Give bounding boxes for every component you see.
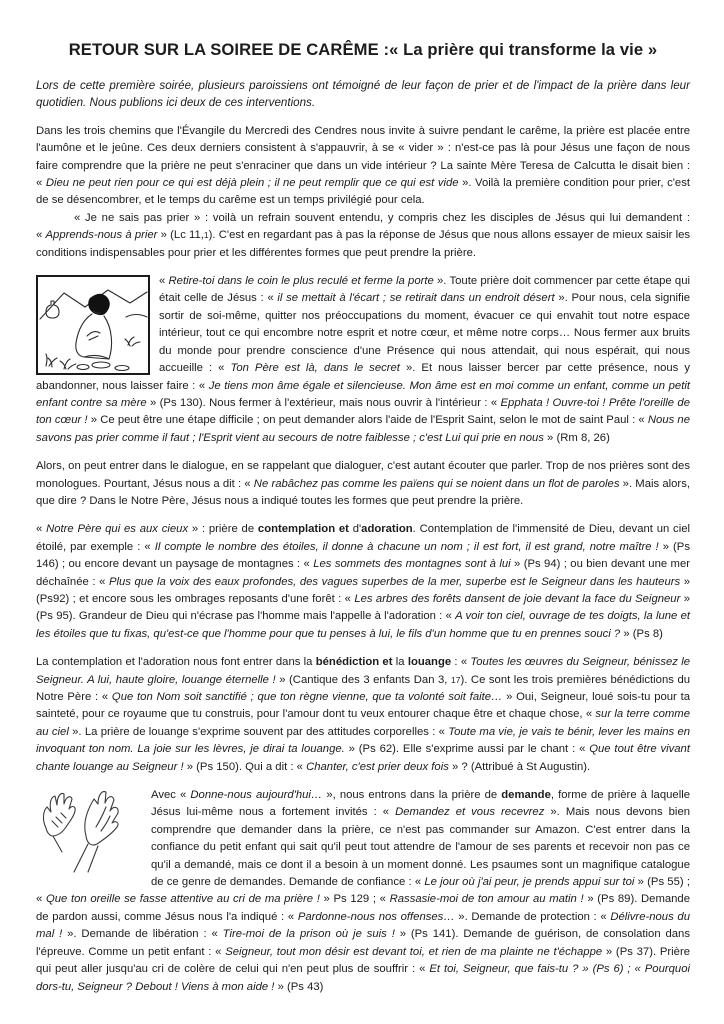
intro-paragraph: Lors de cette première soirée, plusieurs paroissiens ont témoigné de leur façon de prier et de l'impact de la prière dans leur quotidien. Nous publions ici deux de ces interventions. — [36, 79, 690, 110]
paragraph-trois-chemins: Dans les trois chemins que l'Évangile du Mercredi des Cendres nous invite à suivre pendant le carême, la prière est placée entre l'aumône et le jeûne. Ces deux derniers consistent à s'appauvrir, à se « vider » : n'est-ce pas là pour Jésus une façon de nous faire comprendre que la prière ne peut s'enraciner que dans un vide intérieur ? La sainte Mère Teresa de Calcutta le disait bien : « Dieu ne peut rien pour ce qui est déjà plein ; il ne peut remplir que ce qui est vide ». Voilà la première condition pour prier, c'est de se désencombrer, et le temps du carême est un temps privilégié pour cela. — [36, 124, 690, 207]
paragraph-notre-pere-contemplation: « Notre Père qui es aux cieux » : prière de contemplation et d'adoration. Contemplation de l'immensité de Dieu, devant un ciel étoilé, par exemple : « Il compte le nombre des étoiles, il donne à chacune un nom ; il est fort, il est grand, notre maître ! » (Ps 146) ; ou encore devant un paysage de montagnes : « Les sommets des montagnes sont à lui » (Ps 94) ; ou bien devant une mer déchaînée : « Plus que la voix des eaux profondes, des vagues superbes de la mer, superbe est le Seigneur dans les hauteurs » (Ps92) ; et encore sous les ombrages reposants d'une forêt : « Les arbres des forêts dansent de joie devant la face du Seigneur » (Ps 95). Grandeur de Dieu qui n'écrase pas l'homme mais l'appelle à l'adoration : « A voir ton ciel, ouvrage de tes doigts, la lune et les étoiles que tu fixas, qu'est-ce que l'homme pour que tu penses à lui, le fils d'un homme que tu en prennes souci ? » (Ps 8) — [36, 523, 691, 640]
paragraph-demande: Avec « Donne-nous aujourd'hui… », nous entrons dans la prière de demande, forme de prière à laquelle Jésus lui-même nous a fortement invités : « Demandez et vous recevrez ». Mais nous devons bien comprendre que demander dans la prière, ce n'est pas commander sur Amazon. C'est entrer dans la confiance du petit enfant qui sait qu'il peut tout attendre de l'amour de ses parents et recevoir non pas ce qu'il a demandé, mais ce dont il a besoin à un moment donné. Les psaumes sont un magnifique catalogue de ce genre de demandes. Demande de confiance : « Le jour où j'ai peur, je prends appui sur toi » (Ps 55) ; « Que ton oreille se fasse attentive au cri de ma prière ! » Ps 129 ; « Rassasie-moi de ton amour au matin ! » (Ps 89). Demande de pardon aussi, comme Jésus nous l'a indiqué : « Pardonne-nous nos offenses… ». Demande de protection : « Délivre-nous du mal ! ». Demande de libération : « Tire-moi de la prison où je suis ! » (Ps 141). Demande de guérison, de consolation dans l'épreuve. Comme un petit enfant : « Seigneur, tout mon désir est devant toi, et rien de ma plainte ne t'échappe » (Ps 37). Prière qui peut aller jusqu'au cri de colère de celui qui n'en peut plus de souffrir : « Et toi, Seigneur, que fais-tu ? » (Ps 6) ; « Pourquoi dors-tu, Seigneur ? Debout ! Viens à mon aide ! » (Ps 43) — [36, 789, 691, 993]
praying-figure-illustration — [36, 275, 150, 375]
page-title: RETOUR SUR LA SOIREE DE CARÊME :« La prière qui transforme la vie » — [68, 40, 658, 59]
paragraph-benediction-louange: La contemplation et l'adoration nous font entrer dans la bénédiction et la louange : « Toutes les œuvres du Seigneur, bénissez le Seigneur. A lui, haute gloire, louange éternelle ! » (Cantique des 3 enfants Dan 3, 17). Ce sont les trois premières bénédictions du Notre Père : « Que ton Nom soit sanctifié ; que ton règne vienne, que ta volonté soit faite… » Oui, Seigneur, loué sois-tu pour ta sainteté, pour ce royaume que tu construis, pour l'amour dont tu veux entourer chaque être et chaque chose, « sur la terre comme au ciel ». La prière de louange s'exprime souvent par des attitudes corporelles : « Toute ma vie, je vais te bénir, lever les mains en invoquant ton nom. La joie sur les lèvres, je dirai ta louange. » (Ps 62). Elle s'exprime aussi par le chant : « Que tout être vivant chante louange au Seigneur ! » (Ps 150). Qui a dit : « Chanter, c'est prier deux fois » ? (Attribué à St Augustin). — [36, 656, 691, 773]
open-hands-illustration — [36, 790, 142, 874]
open-hands-icon — [36, 790, 142, 874]
section-retire-toi — [36, 273, 690, 458]
section-demande — [36, 787, 690, 1007]
praying-figure-icon — [38, 277, 148, 373]
paragraph-dialogue: Alors, on peut entrer dans le dialogue, en se rappelant que dialoguer, c'est autant écouter que parler. Trop de nos prières sont des monologues. Pourtant, Jésus nous a dit : « Ne rabâchez pas comme les païens qui se noient dans un flot de paroles ». Mais alors, que dire ? Dans le Notre Père, Jésus nous a indiqué toutes les formes que peut prendre la prière. — [36, 460, 690, 507]
paragraph-retire-toi: « Retire-toi dans le coin le plus reculé et ferme la porte ». Toute prière doit commencer par cette étape qui était celle de Jésus : « il se mettait à l'écart ; se retirait dans un endroit désert ». Pour nous, cela signifie sortir de soi-même, quitter nos préoccupations du moment, évacuer ce qui envahit tout notre espace intérieur, tout ce qui encombre notre esprit et notre cœur, et même notre corps… Nous fermer aux bruits du monde pour prendre conscience d'une Présence qui nous attendait, qui nous espérait, qui nous accueille : « Ton Père est là, dans le secret ». Et nous laisser bercer par cette présence, nous y abandonner, nous laisser faire : « Je tiens mon âme égale et silencieuse. Mon âme est en moi comme un enfant, comme un petit enfant contre sa mère » (Ps 130). Nous fermer à l'extérieur, mais nous ouvrir à l'intérieur : « Epphata ! Ouvre-toi ! Prête l'oreille de ton cœur ! » Ce peut être une étape difficile ; on peut demander alors l'aide de l'Esprit Saint, selon le mot de saint Paul : « Nous ne savons pas prier comme il faut ; l'Esprit vient au secours de notre faiblesse ; c'est Lui qui prie en nous » (Rm 8, 26) — [36, 275, 690, 444]
paragraph-je-ne-sais-pas-prier: « Je ne sais pas prier » : voilà un refrain souvent entendu, y compris chez les disciples de Jésus qui lui demandent : « Apprends-nous à prier » (Lc 11,1). C'est en regardant pas à pas la réponse de Jésus que nous allons essayer de mieux saisir les conditions indispensables pour prier et les différentes formes que peut prendre la prière. — [36, 211, 691, 259]
